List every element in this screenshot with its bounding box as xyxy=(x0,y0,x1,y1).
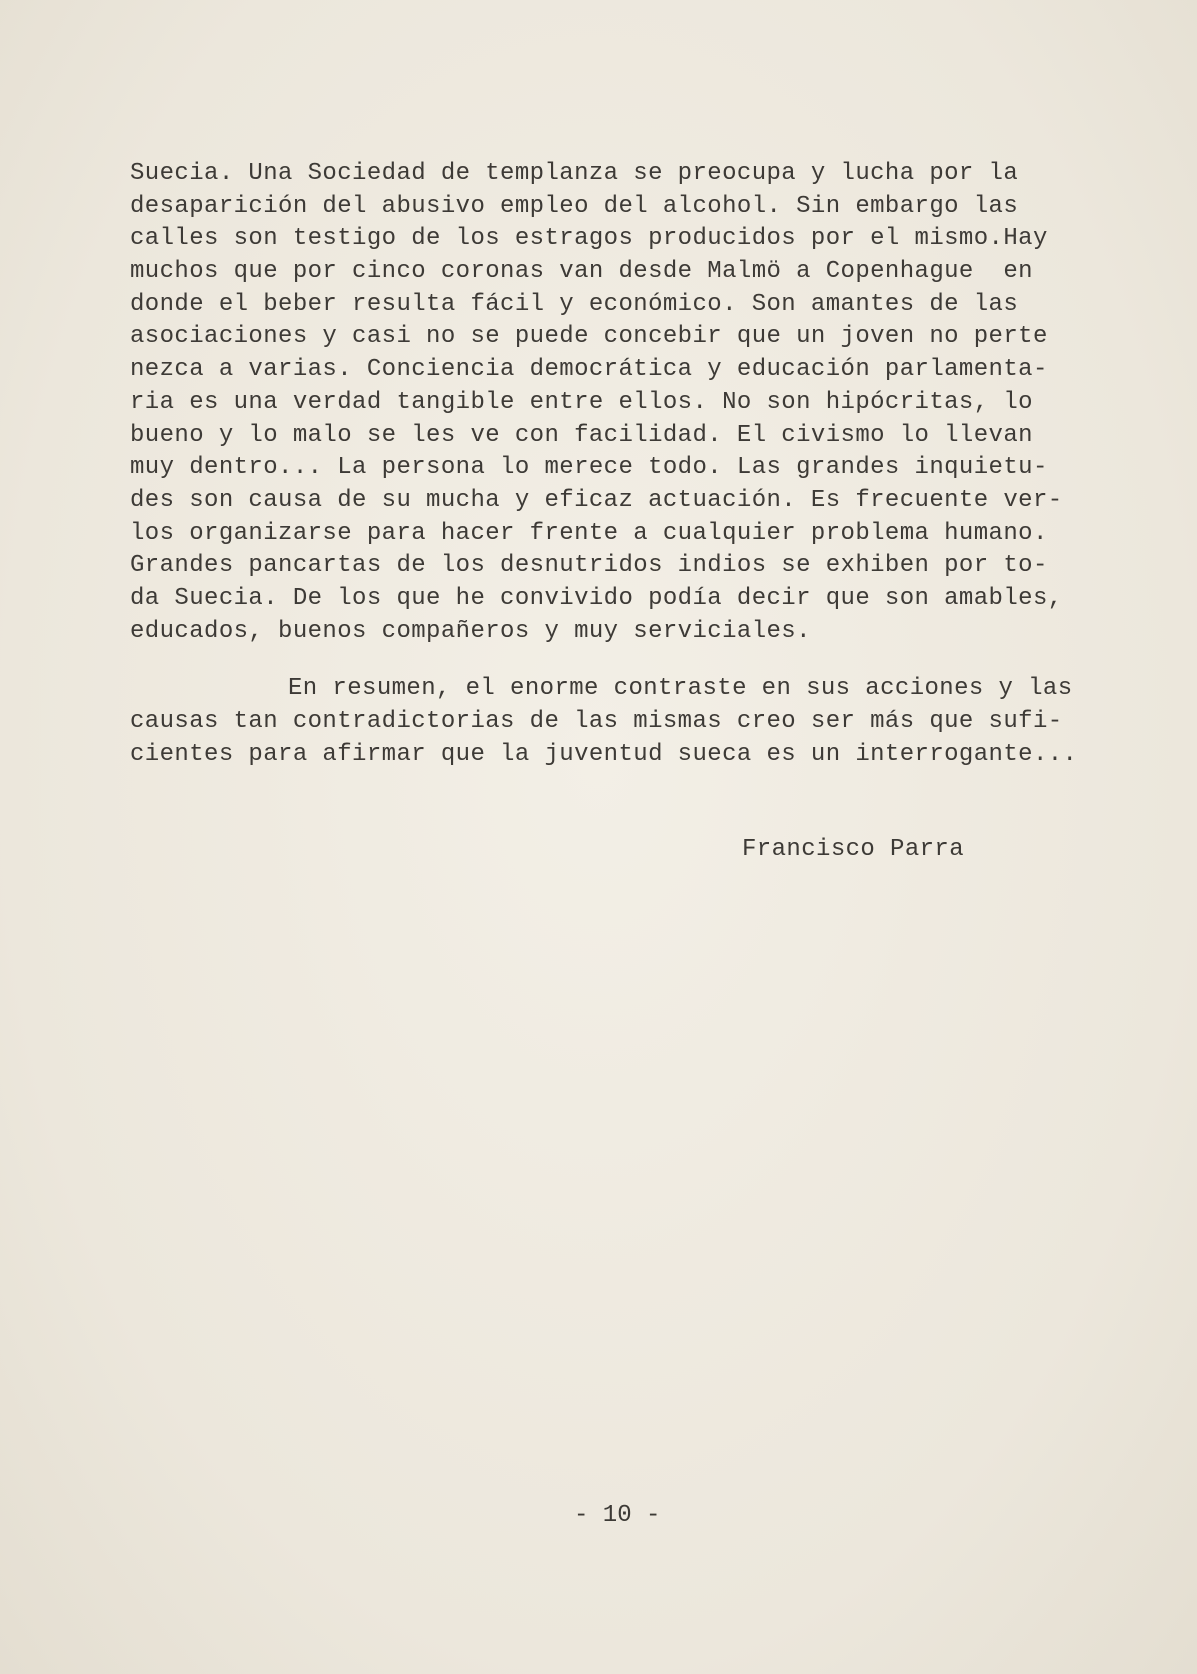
text-line: donde el beber resulta fácil y económico. Son amantes de las xyxy=(130,290,1019,318)
text-line: cientes para afirmar que la juventud sueca es un interrogante... xyxy=(130,740,1078,768)
text-line: da Suecia. De los que he convivido podía decir que son amables, xyxy=(130,584,1063,612)
text-line: nezca a varias. Conciencia democrática y educación parlamenta- xyxy=(130,356,1048,384)
text-line: Grandes pancartas de los desnutridos indios se exhiben por to- xyxy=(130,552,1048,580)
text-line: desaparición del abusivo empleo del alcohol. Sin embargo las xyxy=(130,192,1019,220)
text-line: los organizarse para hacer frente a cualquier problema humano. xyxy=(130,519,1048,547)
text-line: En resumen, el enorme contraste en sus acciones y las xyxy=(288,675,1073,703)
author-signature: Francisco Parra xyxy=(742,836,965,863)
text-line: causas tan contradictorias de las mismas creo ser más que sufi- xyxy=(130,708,1063,735)
text-line: des son causa de su mucha y eficaz actuación. Es frecuente ver- xyxy=(130,486,1063,514)
text-line: muchos que por cinco coronas van desde Malmö a Copenhague en xyxy=(130,258,1033,286)
text-line: asociaciones y casi no se puede concebir que un joven no perte xyxy=(130,323,1048,351)
text-line: muy dentro... La persona lo merece todo. Las grandes inquietu- xyxy=(130,454,1048,482)
page-number: - 10 - xyxy=(574,1502,661,1529)
text-line: educados, buenos compañeros y muy serviciales. xyxy=(130,617,811,645)
paragraph-gap xyxy=(130,648,1120,673)
body-text xyxy=(130,158,1120,771)
text-line: bueno y lo malo se les ve con facilidad. El civismo lo llevan xyxy=(130,421,1033,449)
text-line: ria es una verdad tangible entre ellos. No son hipócritas, lo xyxy=(130,388,1033,416)
text-line: Suecia. Una Sociedad de templanza se preocupa y lucha por la xyxy=(130,160,1019,187)
text-line: calles son testigo de los estragos producidos por el mismo.Hay xyxy=(130,225,1048,253)
